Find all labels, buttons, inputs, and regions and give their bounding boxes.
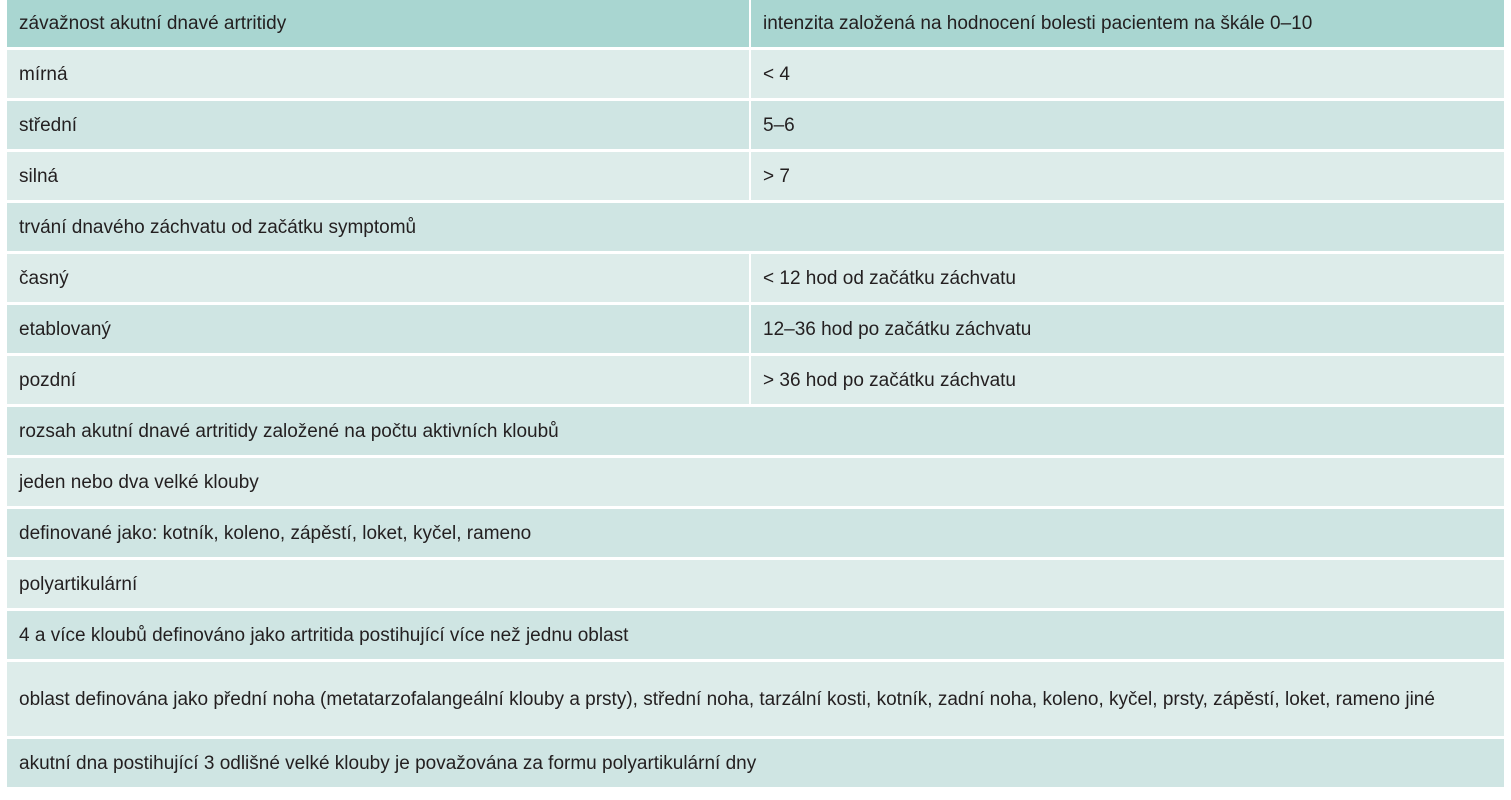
extent-item: oblast definována jako přední noha (metatarzofalangeální klouby a prsty), střední noha, tarzální kosti, kotník, zadní noha, koleno, kyčel, prsty, zápěstí, loket, rameno jiné: [7, 662, 1504, 739]
header-row: [7, 0, 1504, 50]
table-row: [7, 305, 1504, 356]
header-severity: závažnost akutní dnavé artritidy: [7, 0, 749, 50]
severity-value: > 7: [749, 152, 1504, 203]
extent-item: 4 a více kloubů definováno jako artritida postihující více než jednu oblast: [7, 611, 1504, 662]
duration-value: < 12 hod od začátku záchvatu: [749, 254, 1504, 305]
table-row: [7, 254, 1504, 305]
table-row: [7, 560, 1504, 611]
duration-heading: trvání dnavého záchvatu od začátku symptomů: [7, 203, 1504, 254]
table-row: [7, 152, 1504, 203]
duration-value: 12–36 hod po začátku záchvatu: [749, 305, 1504, 356]
table-row: [7, 458, 1504, 509]
header-intensity: intenzita založená na hodnocení bolesti pacientem na škále 0–10: [749, 0, 1504, 50]
table-row: [7, 611, 1504, 662]
severity-label: střední: [7, 101, 749, 152]
table-row: [7, 509, 1504, 560]
table-row: [7, 50, 1504, 101]
severity-value: < 4: [749, 50, 1504, 101]
severity-label: silná: [7, 152, 749, 203]
extent-item: polyartikulární: [7, 560, 1504, 611]
duration-value: > 36 hod po začátku záchvatu: [749, 356, 1504, 407]
extent-item: definované jako: kotník, koleno, zápěstí, loket, kyčel, rameno: [7, 509, 1504, 560]
extent-item: akutní dna postihující 3 odlišné velké klouby je považována za formu polyartikulární dny: [7, 739, 1504, 790]
severity-value: 5–6: [749, 101, 1504, 152]
section-heading-row: [7, 407, 1504, 458]
gout-classification-table: [7, 0, 1504, 790]
duration-label: časný: [7, 254, 749, 305]
table-row: [7, 662, 1504, 739]
table-row: [7, 101, 1504, 152]
table-row: [7, 739, 1504, 790]
severity-label: mírná: [7, 50, 749, 101]
extent-heading: rozsah akutní dnavé artritidy založené na počtu aktivních kloubů: [7, 407, 1504, 458]
section-heading-row: [7, 203, 1504, 254]
extent-item: jeden nebo dva velké klouby: [7, 458, 1504, 509]
duration-label: pozdní: [7, 356, 749, 407]
duration-label: etablovaný: [7, 305, 749, 356]
table-row: [7, 356, 1504, 407]
